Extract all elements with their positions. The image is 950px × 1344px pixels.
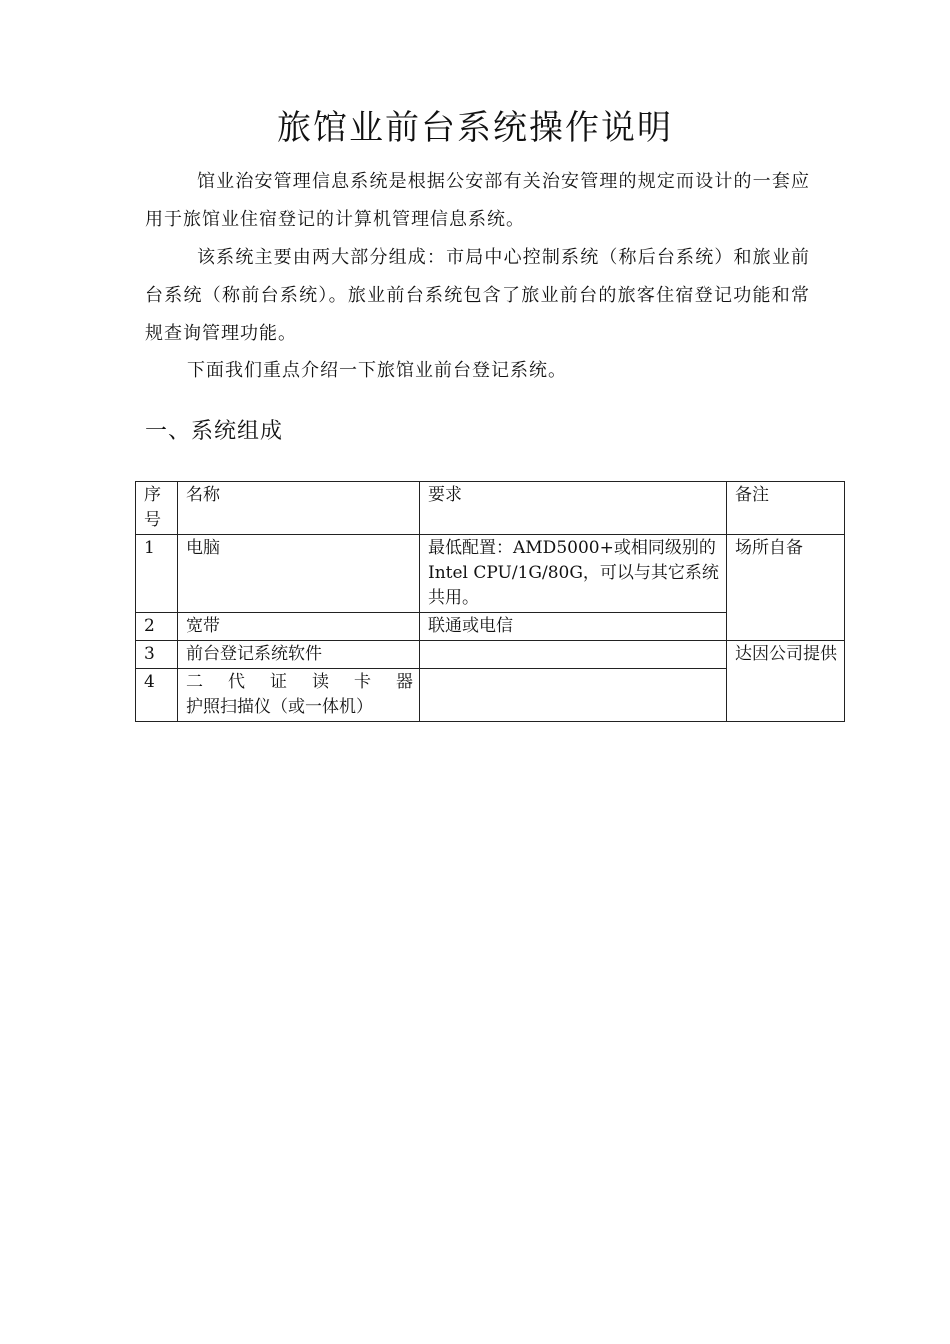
cell-no: 3 — [136, 641, 178, 669]
intro-paragraph: 馆业治安管理信息系统是根据公安部有关治安管理的规定而设计的一套应用于旅馆业住宿登记的计算机管理信息系统。 — [145, 171, 810, 230]
cell-no: 1 — [136, 535, 178, 613]
cell-remark: 场所自备 — [727, 535, 845, 641]
cell-no: 4 — [136, 669, 178, 722]
cell-name: 宽带 — [178, 613, 420, 641]
header-cell-remark: 备注 — [727, 482, 845, 535]
header-cell-requirement: 要求 — [420, 482, 727, 535]
cell-name-line: 护照扫描仪（或一体机） — [186, 697, 373, 717]
document-title: 旅馆业前台系统操作说明 — [277, 108, 673, 148]
table-row — [136, 641, 845, 669]
header-cell-no: 序号 — [136, 482, 178, 535]
cell-no: 2 — [136, 613, 178, 641]
cell-requirement — [420, 641, 727, 669]
composition-paragraph: 该系统主要由两大部分组成：市局中心控制系统（称后台系统）和旅业前台系统（称前台系统）。旅业前台系统包含了旅业前台的旅客住宿登记功能和常规查询管理功能。 — [145, 247, 810, 344]
system-components-table — [135, 481, 845, 722]
cell-name-line: 二代证读卡器 — [186, 672, 413, 692]
cell-name: 电脑 — [178, 535, 420, 613]
section-heading: 一、系统组成 — [145, 419, 284, 444]
cell-name — [178, 669, 420, 722]
cell-requirement: 联通或电信 — [420, 613, 727, 641]
table-row — [136, 535, 845, 613]
header-cell-name: 名称 — [178, 482, 420, 535]
focus-paragraph: 下面我们重点介绍一下旅馆业前台登记系统。 — [187, 360, 567, 381]
cell-remark: 达因公司提供 — [727, 641, 845, 722]
cell-requirement — [420, 669, 727, 722]
table-header-row — [136, 482, 845, 535]
cell-name: 前台登记系统软件 — [178, 641, 420, 669]
cell-requirement: 最低配置：AMD5000+或相同级别的 Intel CPU/1G/80G，可以与其它系统共用。 — [420, 535, 727, 613]
